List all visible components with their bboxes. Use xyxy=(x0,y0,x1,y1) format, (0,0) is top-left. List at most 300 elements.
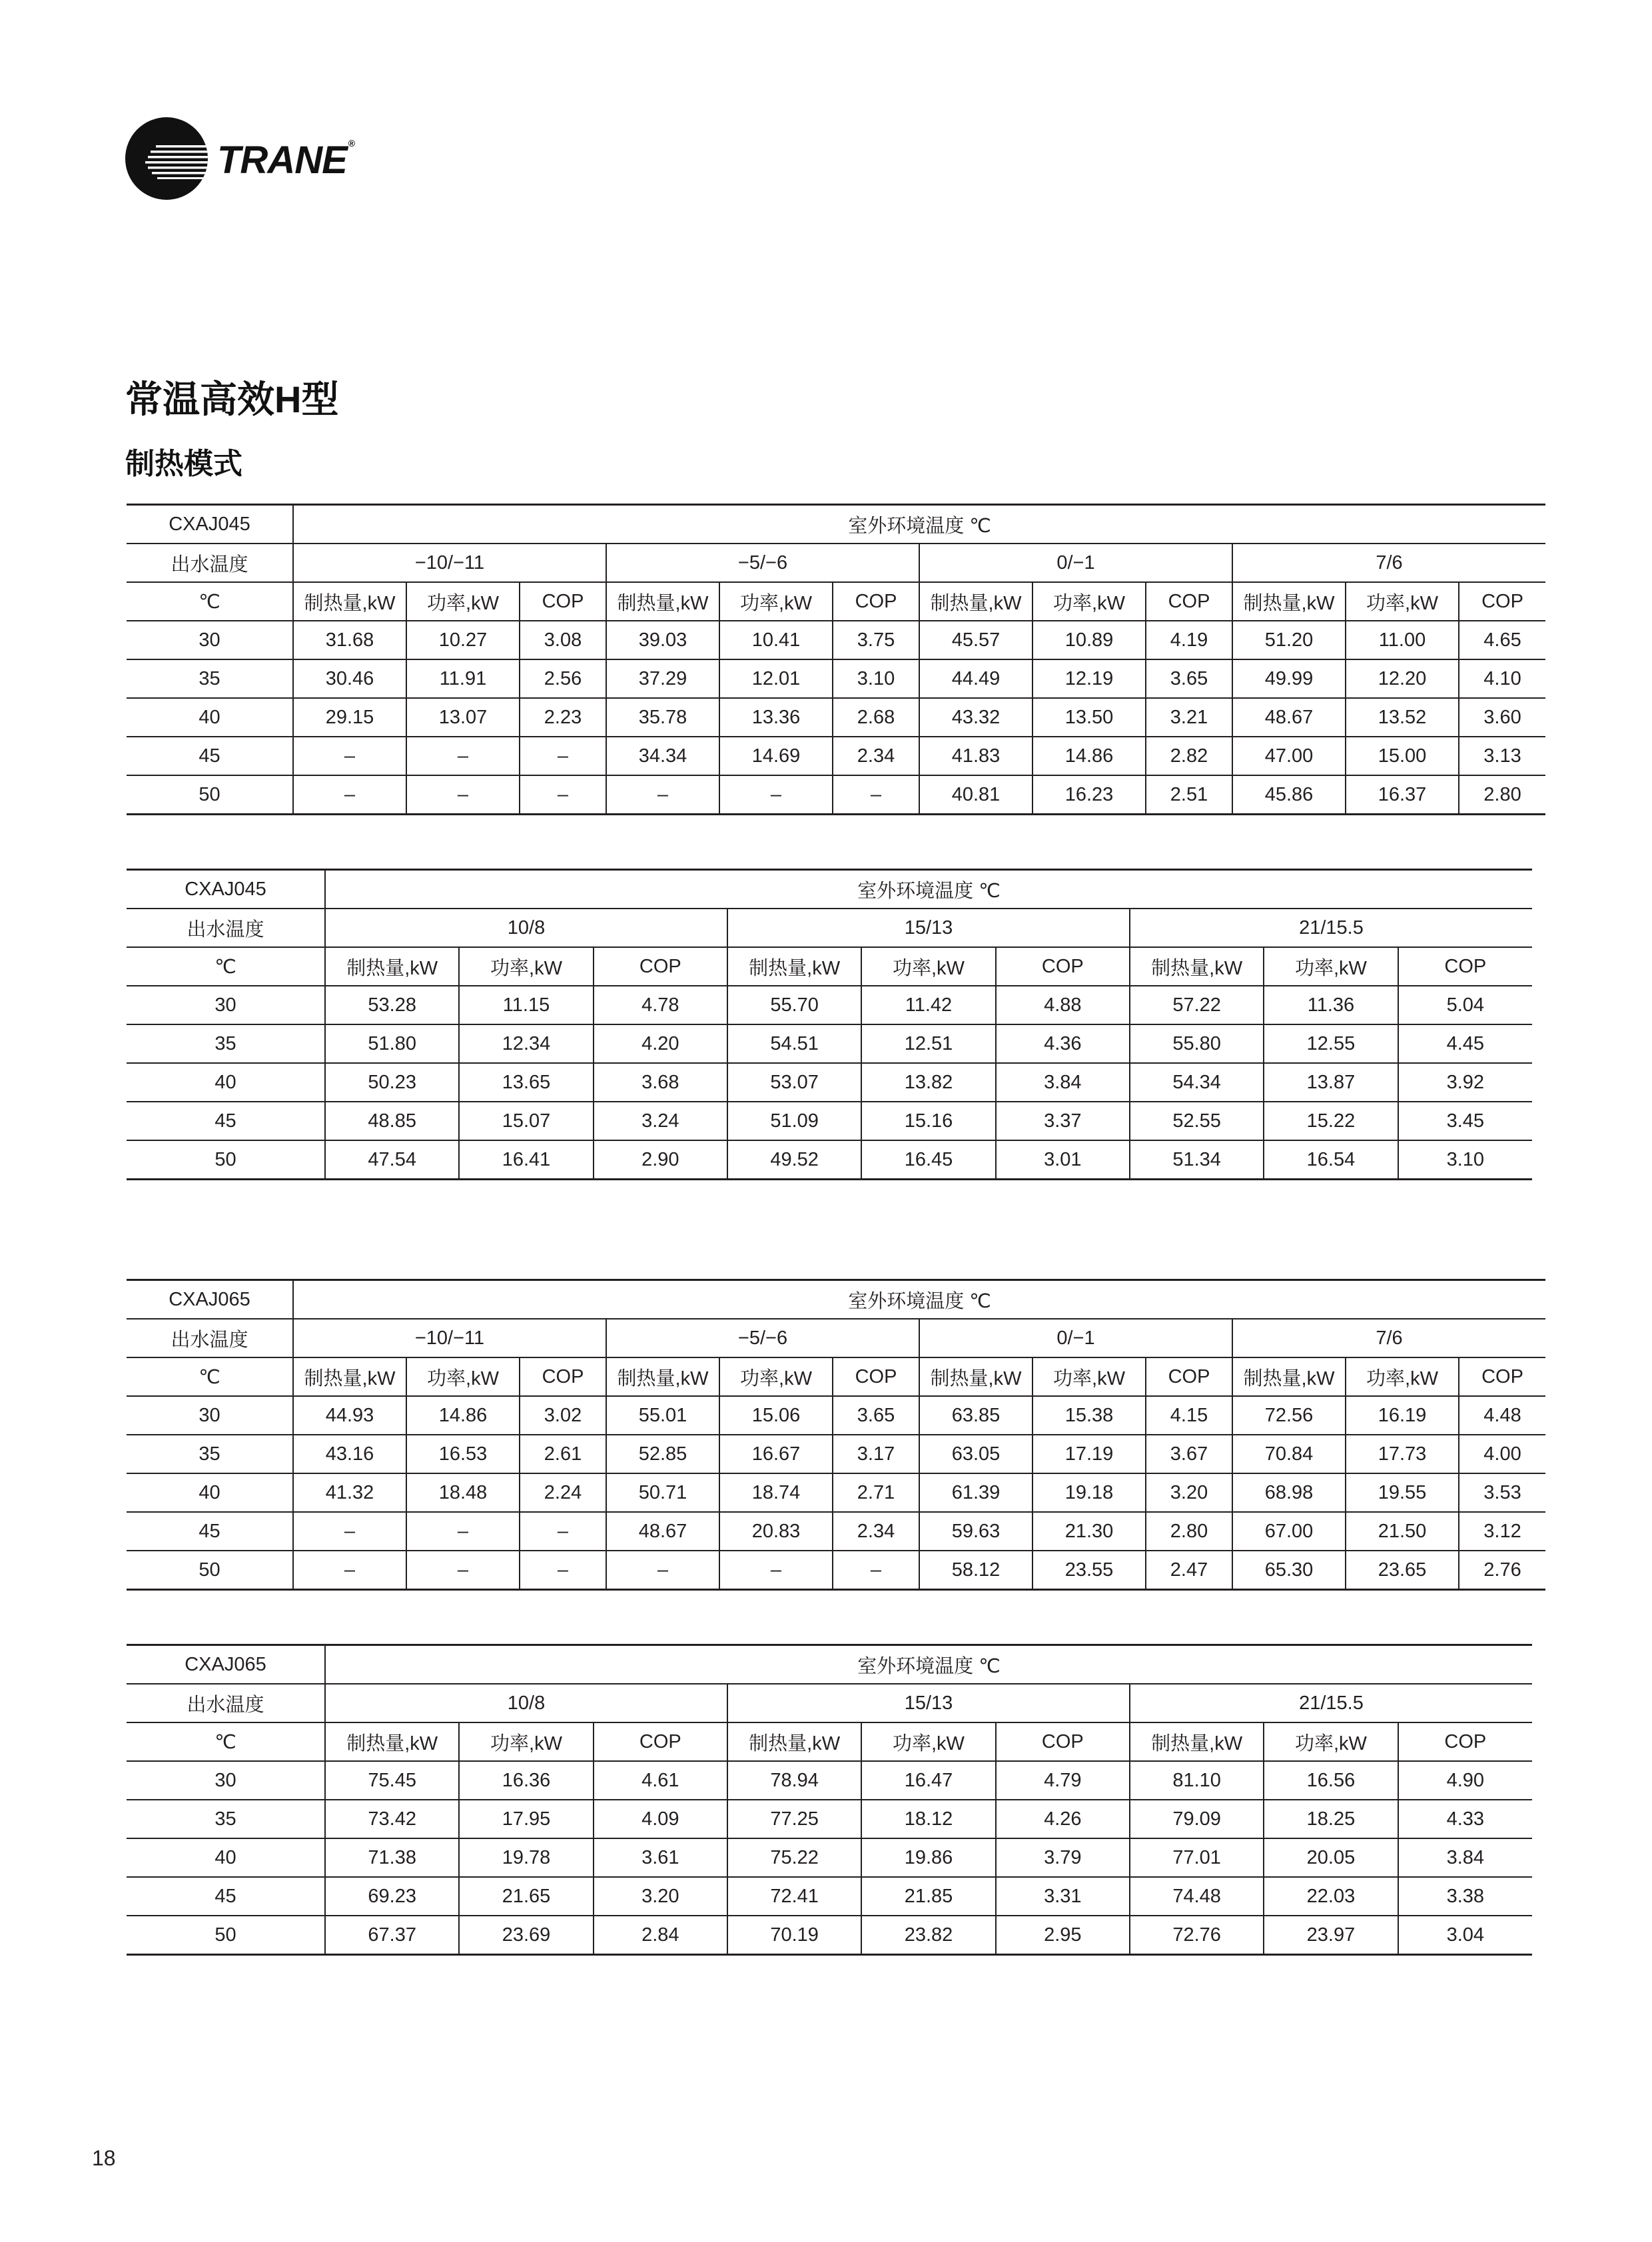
value-cell: 13.07 xyxy=(406,698,520,737)
water-temp-cell: 40 xyxy=(127,1473,293,1512)
table-row xyxy=(127,1435,1545,1473)
value-cell: 20.83 xyxy=(719,1512,833,1551)
table-row xyxy=(127,775,1545,815)
value-cell: 40.81 xyxy=(919,775,1032,815)
water-temp-cell: 45 xyxy=(127,1512,293,1551)
value-cell: 18.74 xyxy=(719,1473,833,1512)
value-cell: 18.25 xyxy=(1264,1800,1398,1838)
page-number: 18 xyxy=(92,2146,116,2170)
water-temp-cell: 50 xyxy=(199,783,220,805)
value-cell: – xyxy=(719,775,833,815)
table-row xyxy=(127,1838,1532,1877)
value-cell: 4.09 xyxy=(594,1800,727,1838)
value-cell: 2.95 xyxy=(996,1916,1130,1955)
value-cell: – xyxy=(719,1551,833,1590)
value-cell: 2.24 xyxy=(520,1473,606,1512)
value-cell: 4.61 xyxy=(594,1761,727,1800)
value-cell: 63.05 xyxy=(919,1435,1032,1473)
value-cell: 3.79 xyxy=(996,1838,1130,1877)
table-header-row xyxy=(127,505,1545,544)
column-header: COP xyxy=(594,1722,727,1761)
value-cell: 16.67 xyxy=(719,1435,833,1473)
column-header: 制热量,kW xyxy=(727,947,861,986)
column-header: COP xyxy=(1398,947,1532,986)
value-cell: 3.21 xyxy=(1146,698,1232,737)
column-header: COP xyxy=(833,582,919,621)
column-header: 功率,kW xyxy=(861,947,995,986)
value-cell: 19.78 xyxy=(459,1838,593,1877)
table-row xyxy=(127,1761,1532,1800)
value-cell: 3.13 xyxy=(1459,737,1545,775)
column-header: COP xyxy=(594,947,727,986)
value-cell: 73.42 xyxy=(325,1800,459,1838)
value-cell: 12.55 xyxy=(1264,1024,1398,1063)
value-cell: 77.25 xyxy=(727,1800,861,1838)
value-cell: 17.73 xyxy=(1346,1435,1459,1473)
column-header: COP xyxy=(1459,1357,1545,1396)
value-cell: 11.42 xyxy=(861,986,995,1024)
column-header: COP xyxy=(1398,1722,1532,1761)
table-row xyxy=(127,1512,1545,1551)
value-cell: 19.18 xyxy=(1032,1473,1146,1512)
model-label: CXAJ045 xyxy=(127,870,325,909)
water-temp-cell: 35 xyxy=(127,1800,325,1838)
value-cell: 2.90 xyxy=(594,1140,727,1180)
water-temp-label: 出水温度 xyxy=(127,1684,325,1722)
unit-label: ℃ xyxy=(127,582,293,621)
value-cell: 16.36 xyxy=(459,1761,593,1800)
value-cell: 19.86 xyxy=(861,1838,995,1877)
value-cell: 4.33 xyxy=(1398,1800,1532,1838)
column-header: 制热量,kW xyxy=(1130,1722,1264,1761)
value-cell: 2.76 xyxy=(1459,1551,1545,1590)
value-cell: 4.88 xyxy=(996,986,1130,1024)
value-cell: 3.65 xyxy=(1146,659,1232,698)
ambient-range-header: −5/−6 xyxy=(606,1319,919,1357)
value-cell: – xyxy=(606,1551,719,1590)
value-cell: 15.22 xyxy=(1264,1102,1398,1140)
value-cell: 4.48 xyxy=(1459,1396,1545,1435)
value-cell: 3.37 xyxy=(996,1102,1130,1140)
value-cell: 63.85 xyxy=(919,1396,1032,1435)
water-temp-cell: 50 xyxy=(199,1559,220,1581)
value-cell: 41.32 xyxy=(293,1473,406,1512)
value-cell: 15.16 xyxy=(861,1102,995,1140)
value-cell: 3.61 xyxy=(594,1838,727,1877)
value-cell: 3.20 xyxy=(1146,1473,1232,1512)
value-cell: 3.38 xyxy=(1398,1877,1532,1916)
value-cell: 70.19 xyxy=(727,1916,861,1955)
water-temp-cell: 30 xyxy=(127,986,325,1024)
value-cell: 3.68 xyxy=(594,1063,727,1102)
column-header: 制热量,kW xyxy=(919,1357,1032,1396)
column-header: COP xyxy=(1146,1357,1232,1396)
column-header: 功率,kW xyxy=(1264,947,1398,986)
ambient-range-header: −10/−11 xyxy=(293,1319,606,1357)
value-cell: 55.70 xyxy=(727,986,861,1024)
value-cell: 52.85 xyxy=(606,1435,719,1473)
value-cell: – xyxy=(520,737,606,775)
ambient-range-header: 21/15.5 xyxy=(1130,1684,1532,1722)
unit-label: ℃ xyxy=(127,1357,293,1396)
water-temp-cell: 35 xyxy=(127,1024,325,1063)
value-cell: 45.57 xyxy=(919,621,1032,659)
value-cell: 48.85 xyxy=(325,1102,459,1140)
value-cell: – xyxy=(406,737,520,775)
value-cell: 21.50 xyxy=(1346,1512,1459,1551)
value-cell: – xyxy=(833,775,919,815)
value-cell: 2.51 xyxy=(1146,775,1232,815)
column-header: 功率,kW xyxy=(406,582,520,621)
water-temp-cell: 50 xyxy=(214,1924,236,1946)
column-header: 制热量,kW xyxy=(325,947,459,986)
value-cell: 43.16 xyxy=(293,1435,406,1473)
value-cell: 5.04 xyxy=(1398,986,1532,1024)
value-cell: 4.10 xyxy=(1459,659,1545,698)
column-header: 功率,kW xyxy=(406,1357,520,1396)
table-column-header-row xyxy=(127,1722,1532,1761)
table-header-row xyxy=(127,870,1532,909)
value-cell: 54.34 xyxy=(1130,1063,1264,1102)
value-cell: 48.67 xyxy=(606,1512,719,1551)
value-cell: 2.68 xyxy=(833,698,919,737)
value-cell: 3.04 xyxy=(1398,1916,1532,1955)
water-temp-cell: 40 xyxy=(127,1063,325,1102)
unit-label: ℃ xyxy=(127,947,325,986)
value-cell: 29.15 xyxy=(293,698,406,737)
value-cell: 2.84 xyxy=(594,1916,727,1955)
value-cell: 2.82 xyxy=(1146,737,1232,775)
value-cell: 12.01 xyxy=(719,659,833,698)
value-cell: 3.24 xyxy=(594,1102,727,1140)
value-cell: 41.83 xyxy=(919,737,1032,775)
page-subtitle: 制热模式 xyxy=(125,448,242,480)
value-cell: 13.87 xyxy=(1264,1063,1398,1102)
value-cell: 4.79 xyxy=(996,1761,1130,1800)
column-header: 功率,kW xyxy=(1346,582,1459,621)
value-cell: 4.00 xyxy=(1459,1435,1545,1473)
ambient-range-header: 15/13 xyxy=(727,1684,1130,1722)
ambient-range-header: 0/−1 xyxy=(919,544,1232,582)
value-cell: 68.98 xyxy=(1232,1473,1346,1512)
value-cell: 2.80 xyxy=(1459,775,1545,815)
value-cell: 3.67 xyxy=(1146,1435,1232,1473)
table-range-row xyxy=(127,1684,1532,1722)
page-title: 常温高效H型 xyxy=(125,378,339,420)
value-cell: 50.71 xyxy=(606,1473,719,1512)
value-cell: 14.86 xyxy=(406,1396,520,1435)
value-cell: 11.00 xyxy=(1346,621,1459,659)
value-cell: 12.34 xyxy=(459,1024,593,1063)
column-header: 制热量,kW xyxy=(606,1357,719,1396)
value-cell: 15.06 xyxy=(719,1396,833,1435)
column-header: 制热量,kW xyxy=(325,1722,459,1761)
value-cell: 58.12 xyxy=(919,1551,1032,1590)
value-cell: – xyxy=(520,1512,606,1551)
column-header: 功率,kW xyxy=(1264,1722,1398,1761)
value-cell: 3.20 xyxy=(594,1877,727,1916)
value-cell: 17.19 xyxy=(1032,1435,1146,1473)
value-cell: 12.51 xyxy=(861,1024,995,1063)
value-cell: 45.86 xyxy=(1232,775,1346,815)
value-cell: 16.37 xyxy=(1346,775,1459,815)
value-cell: 23.82 xyxy=(861,1916,995,1955)
table-column-header-row xyxy=(127,947,1532,986)
value-cell: 30.46 xyxy=(293,659,406,698)
value-cell: 13.52 xyxy=(1346,698,1459,737)
ambient-range-header: 21/15.5 xyxy=(1130,909,1532,947)
value-cell: 3.10 xyxy=(833,659,919,698)
value-cell: 11.91 xyxy=(406,659,520,698)
value-cell: 3.92 xyxy=(1398,1063,1532,1102)
column-header: 制热量,kW xyxy=(1232,1357,1346,1396)
value-cell: 15.38 xyxy=(1032,1396,1146,1435)
model-label: CXAJ045 xyxy=(127,505,293,544)
column-header: 功率,kW xyxy=(719,582,833,621)
value-cell: – xyxy=(833,1551,919,1590)
value-cell: 79.09 xyxy=(1130,1800,1264,1838)
value-cell: 53.07 xyxy=(727,1063,861,1102)
value-cell: 14.69 xyxy=(719,737,833,775)
column-header: 功率,kW xyxy=(719,1357,833,1396)
value-cell: 19.55 xyxy=(1346,1473,1459,1512)
value-cell: 2.56 xyxy=(520,659,606,698)
water-temp-cell: 35 xyxy=(127,659,293,698)
water-temp-label: 出水温度 xyxy=(127,909,325,947)
value-cell: 13.65 xyxy=(459,1063,593,1102)
value-cell: 16.23 xyxy=(1032,775,1146,815)
water-temp-cell: 45 xyxy=(127,1102,325,1140)
table-row xyxy=(127,1396,1545,1435)
value-cell: 3.17 xyxy=(833,1435,919,1473)
value-cell: – xyxy=(293,1512,406,1551)
value-cell: 22.03 xyxy=(1264,1877,1398,1916)
column-header: 制热量,kW xyxy=(293,582,406,621)
value-cell: 4.15 xyxy=(1146,1396,1232,1435)
value-cell: 10.27 xyxy=(406,621,520,659)
value-cell: 2.80 xyxy=(1146,1512,1232,1551)
column-header: 功率,kW xyxy=(1032,582,1146,621)
table-row xyxy=(127,1102,1532,1140)
value-cell: 51.09 xyxy=(727,1102,861,1140)
value-cell: 44.93 xyxy=(293,1396,406,1435)
column-header: 制热量,kW xyxy=(727,1722,861,1761)
value-cell: 48.67 xyxy=(1232,698,1346,737)
column-header: COP xyxy=(520,1357,606,1396)
performance-table-cxaj065-high xyxy=(127,1644,1532,1956)
value-cell: 21.85 xyxy=(861,1877,995,1916)
value-cell: 2.34 xyxy=(833,737,919,775)
value-cell: 2.47 xyxy=(1146,1551,1232,1590)
ambient-range-header: −5/−6 xyxy=(606,544,919,582)
table-row xyxy=(127,1916,1532,1955)
value-cell: 4.20 xyxy=(594,1024,727,1063)
value-cell: 11.15 xyxy=(459,986,593,1024)
value-cell: 75.45 xyxy=(325,1761,459,1800)
value-cell: 61.39 xyxy=(919,1473,1032,1512)
value-cell: 17.95 xyxy=(459,1800,593,1838)
column-header: COP xyxy=(1146,582,1232,621)
table-row xyxy=(127,737,1545,775)
value-cell: – xyxy=(520,775,606,815)
value-cell: 3.31 xyxy=(996,1877,1130,1916)
model-label: CXAJ065 xyxy=(127,1645,325,1684)
value-cell: 21.65 xyxy=(459,1877,593,1916)
value-cell: 67.00 xyxy=(1232,1512,1346,1551)
column-header: 制热量,kW xyxy=(1130,947,1264,986)
value-cell: 4.19 xyxy=(1146,621,1232,659)
table-column-header-row xyxy=(127,582,1545,621)
value-cell: 16.54 xyxy=(1264,1140,1398,1180)
water-temp-cell: 40 xyxy=(127,1838,325,1877)
value-cell: – xyxy=(293,737,406,775)
model-label: CXAJ065 xyxy=(127,1280,293,1319)
ambient-range-header: 10/8 xyxy=(325,909,727,947)
ambient-temp-header: 室外环境温度 ℃ xyxy=(325,1645,1532,1684)
value-cell: 21.30 xyxy=(1032,1512,1146,1551)
value-cell: 4.90 xyxy=(1398,1761,1532,1800)
table-row xyxy=(127,1024,1532,1063)
column-header: 功率,kW xyxy=(1346,1357,1459,1396)
column-header: 制热量,kW xyxy=(1232,582,1346,621)
value-cell: 16.47 xyxy=(861,1761,995,1800)
value-cell: 2.23 xyxy=(520,698,606,737)
value-cell: – xyxy=(606,775,719,815)
column-header: COP xyxy=(996,1722,1130,1761)
value-cell: 55.80 xyxy=(1130,1024,1264,1063)
table-row xyxy=(127,1551,1545,1590)
water-temp-cell: 45 xyxy=(127,1877,325,1916)
column-header: 制热量,kW xyxy=(919,582,1032,621)
value-cell: 57.22 xyxy=(1130,986,1264,1024)
performance-table-cxaj045-high xyxy=(127,869,1532,1180)
value-cell: 51.80 xyxy=(325,1024,459,1063)
value-cell: 4.36 xyxy=(996,1024,1130,1063)
value-cell: 3.01 xyxy=(996,1140,1130,1180)
value-cell: 65.30 xyxy=(1232,1551,1346,1590)
value-cell: 70.84 xyxy=(1232,1435,1346,1473)
water-temp-label: 出水温度 xyxy=(127,544,293,582)
value-cell: 35.78 xyxy=(606,698,719,737)
table-range-row xyxy=(127,544,1545,582)
value-cell: – xyxy=(520,1551,606,1590)
value-cell: 54.51 xyxy=(727,1024,861,1063)
value-cell: 16.53 xyxy=(406,1435,520,1473)
value-cell: 11.36 xyxy=(1264,986,1398,1024)
value-cell: 34.34 xyxy=(606,737,719,775)
value-cell: 55.01 xyxy=(606,1396,719,1435)
ambient-temp-header: 室外环境温度 ℃ xyxy=(293,1280,1545,1319)
value-cell: 4.65 xyxy=(1459,621,1545,659)
value-cell: 3.60 xyxy=(1459,698,1545,737)
value-cell: 3.84 xyxy=(1398,1838,1532,1877)
value-cell: 20.05 xyxy=(1264,1838,1398,1877)
value-cell: 75.22 xyxy=(727,1838,861,1877)
value-cell: 10.89 xyxy=(1032,621,1146,659)
column-header: 功率,kW xyxy=(459,947,593,986)
value-cell: 43.32 xyxy=(919,698,1032,737)
value-cell: 77.01 xyxy=(1130,1838,1264,1877)
value-cell: 59.63 xyxy=(919,1512,1032,1551)
value-cell: 3.10 xyxy=(1398,1140,1532,1180)
column-header: COP xyxy=(833,1357,919,1396)
value-cell: 2.34 xyxy=(833,1512,919,1551)
value-cell: 78.94 xyxy=(727,1761,861,1800)
water-temp-label: 出水温度 xyxy=(127,1319,293,1357)
value-cell: 3.53 xyxy=(1459,1473,1545,1512)
value-cell: – xyxy=(293,1551,406,1590)
value-cell: 3.45 xyxy=(1398,1102,1532,1140)
value-cell: 4.78 xyxy=(594,986,727,1024)
value-cell: 51.34 xyxy=(1130,1140,1264,1180)
column-header: COP xyxy=(520,582,606,621)
value-cell: 71.38 xyxy=(325,1838,459,1877)
table-row xyxy=(127,659,1545,698)
table-header-row xyxy=(127,1280,1545,1319)
value-cell: – xyxy=(406,1551,520,1590)
value-cell: 15.00 xyxy=(1346,737,1459,775)
column-header: 制热量,kW xyxy=(293,1357,406,1396)
table-range-row xyxy=(127,1319,1545,1357)
value-cell: 15.07 xyxy=(459,1102,593,1140)
table-row xyxy=(127,1063,1532,1102)
registered-mark: ® xyxy=(348,137,355,149)
value-cell: 12.19 xyxy=(1032,659,1146,698)
water-temp-cell: 30 xyxy=(127,1396,293,1435)
ambient-range-header: 15/13 xyxy=(727,909,1130,947)
value-cell: 47.00 xyxy=(1232,737,1346,775)
logo-text: TRANE xyxy=(217,138,347,182)
table-row xyxy=(127,986,1532,1024)
column-header: 功率,kW xyxy=(1032,1357,1146,1396)
value-cell: 3.84 xyxy=(996,1063,1130,1102)
table-row xyxy=(127,1140,1532,1180)
table-range-row xyxy=(127,909,1532,947)
water-temp-cell: 50 xyxy=(214,1148,236,1170)
value-cell: 52.55 xyxy=(1130,1102,1264,1140)
value-cell: 2.71 xyxy=(833,1473,919,1512)
column-header: 功率,kW xyxy=(459,1722,593,1761)
value-cell: 13.50 xyxy=(1032,698,1146,737)
value-cell: 10.41 xyxy=(719,621,833,659)
value-cell: 37.29 xyxy=(606,659,719,698)
water-temp-cell: 45 xyxy=(127,737,293,775)
value-cell: 12.20 xyxy=(1346,659,1459,698)
value-cell: 72.41 xyxy=(727,1877,861,1916)
value-cell: 3.75 xyxy=(833,621,919,659)
water-temp-cell: 30 xyxy=(127,1761,325,1800)
unit-label: ℃ xyxy=(127,1722,325,1761)
value-cell: 23.55 xyxy=(1032,1551,1146,1590)
value-cell: – xyxy=(293,775,406,815)
value-cell: – xyxy=(406,1512,520,1551)
value-cell: 3.12 xyxy=(1459,1512,1545,1551)
ambient-temp-header: 室外环境温度 ℃ xyxy=(293,505,1545,544)
value-cell: 23.65 xyxy=(1346,1551,1459,1590)
table-row xyxy=(127,698,1545,737)
ambient-range-header: 10/8 xyxy=(325,1684,727,1722)
value-cell: 16.19 xyxy=(1346,1396,1459,1435)
trane-logo-circle-icon xyxy=(125,117,208,200)
ambient-range-header: 0/−1 xyxy=(919,1319,1232,1357)
column-header: 制热量,kW xyxy=(606,582,719,621)
table-row xyxy=(127,1800,1532,1838)
value-cell: 16.56 xyxy=(1264,1761,1398,1800)
value-cell: 13.36 xyxy=(719,698,833,737)
water-temp-cell: 30 xyxy=(127,621,293,659)
column-header: 功率,kW xyxy=(861,1722,995,1761)
value-cell: 49.52 xyxy=(727,1140,861,1180)
